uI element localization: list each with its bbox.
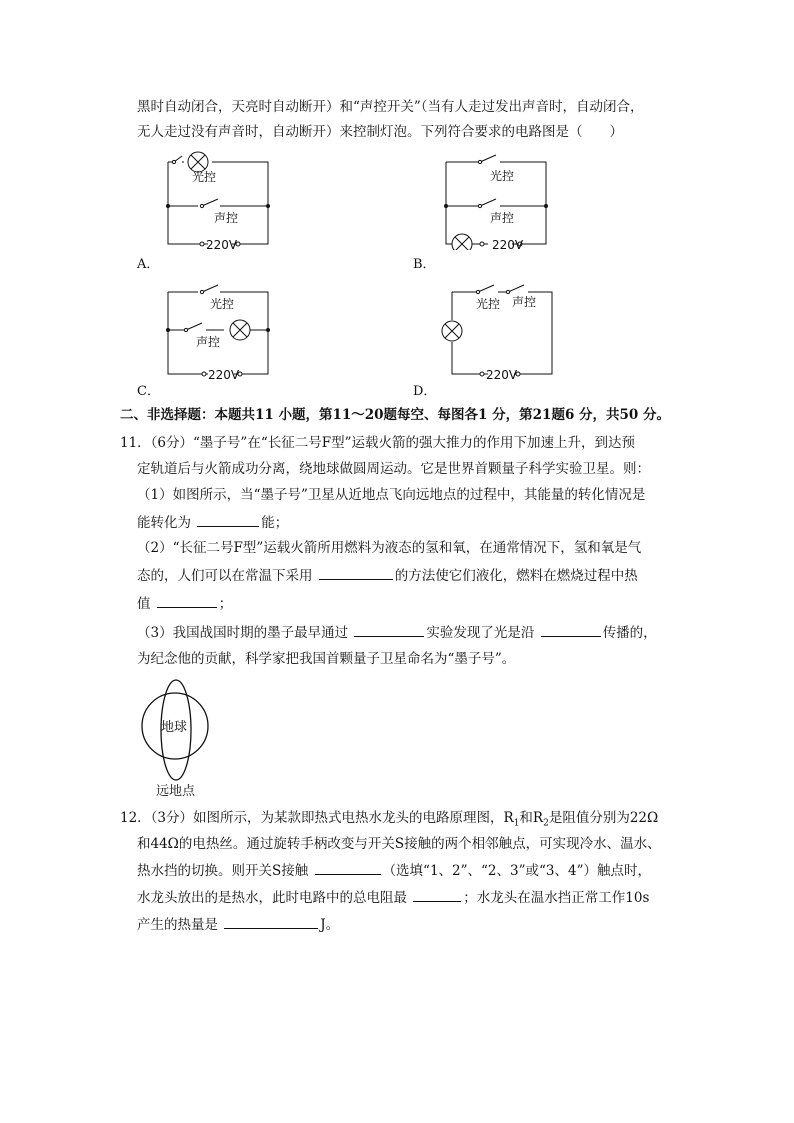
q11-line2: 定轨道后与火箭成功分离，绕地球做圆周运动。它是世界首颗量子科学实验卫星。则： (137, 461, 650, 477)
q11-line9: 为纪念他的贡献，科学家把我国首颗量子卫星命名为“墨子号”。 (137, 651, 516, 667)
q12-line4 (137, 887, 649, 908)
q11-line4 (137, 512, 288, 533)
label-light: 光控 (192, 170, 217, 184)
earth-orbit-diagram (130, 678, 230, 800)
q12-l3a: 热水挡的切换。则开关S接触 (137, 863, 309, 879)
label-voltage: 220V (206, 238, 238, 250)
q11-line7 (137, 593, 232, 614)
bulb-icon (452, 234, 472, 250)
q11-l7a: 值 (137, 596, 151, 612)
option-a[interactable]: A． (137, 257, 160, 272)
q12-l4b: ；水龙头在温水挡正常工作10s (463, 890, 650, 906)
q11-l4a: 能转化为 (137, 515, 191, 531)
q11-line5: （2）“长征二号F型”运载火箭所用燃料为液态的氢和氧，在通常情况下，氢和氧是气 (137, 540, 642, 556)
q11-l6b: 的方法使它们液化，燃料在燃烧过程中热 (394, 568, 638, 584)
q12-l1b: 和R (519, 810, 544, 826)
q12-l5b: J。 (320, 917, 340, 933)
q11-l8c: 传播的， (602, 625, 657, 641)
answer-blank-8[interactable] (224, 914, 318, 929)
r2-subscript: 2 (543, 818, 549, 829)
q11-line8 (137, 622, 657, 643)
q11-l8a: （3）我国战国时期的墨子最早通过 (137, 625, 349, 641)
circuit-a[interactable] (160, 150, 280, 250)
label-sound: 声控 (196, 335, 221, 349)
option-d[interactable]: D． (413, 384, 437, 399)
q11-line3: （1）如图所示，当“墨子号”卫星从近地点飞向远地点的过程中，其能量的转化情况是 (137, 487, 646, 503)
label-voltage: 220V (208, 368, 240, 380)
q10-line2: 无人走过没有声音时，自动断开）来控制灯泡。下列符合要求的电路图是（ ） (137, 124, 623, 140)
answer-blank-3[interactable] (157, 593, 217, 608)
circuit-c[interactable] (160, 280, 280, 380)
answer-blank-5[interactable] (541, 622, 601, 637)
r1-subscript: 1 (513, 818, 520, 829)
q10-line1: 黑时自动闭合，天亮时自动断开）和“声控开关”（当有人走过发出声音时，自动闭合， (137, 99, 644, 115)
circuit-d[interactable] (438, 280, 558, 380)
q12-line1 (120, 808, 658, 834)
section-title: 二、非选择题：本题共11 小题，第11～20题每空、每图各1 分，第21题6 分，共50 分。 (120, 407, 671, 423)
q12-l5a: 产生的热量是 (137, 917, 218, 933)
label-sound: 声控 (214, 211, 239, 225)
q12-l3b: （选填“1、2”、“2、3”或“3、4”）触点时， (382, 863, 651, 879)
label-voltage: 220V (486, 368, 518, 380)
answer-blank-6[interactable] (315, 860, 381, 875)
q12-l1a: 12．（3分）如图所示，为某款即热式电热水龙头的电路原理图，R (120, 810, 514, 826)
q11-line1: 11．（6分）“墨子号”在“长征二号F型”运载火箭的强大推力的作用下加速上升，到达预 (120, 435, 635, 451)
q11-l4b: 能； (261, 515, 289, 531)
option-b[interactable]: B． (413, 257, 436, 272)
label-sound: 声控 (512, 295, 537, 309)
answer-blank-2[interactable] (319, 565, 393, 580)
q12-l4a: 水龙头放出的是热水，此时电路中的总电阻最 (137, 890, 407, 906)
q11-l8b: 实验发现了光是沿 (426, 625, 535, 641)
q12-l1c: 是阻值分别为22Ω (548, 810, 659, 826)
q11-l6a: 态的，人们可以在常温下采用 (137, 568, 313, 584)
label-light: 光控 (490, 169, 515, 183)
q11-line6 (137, 565, 638, 586)
q12-line5 (137, 914, 339, 935)
answer-blank-7[interactable] (413, 887, 461, 902)
answer-blank-1[interactable] (197, 512, 259, 527)
q12-line2: 和44Ω的电热丝。通过旋转手柄改变与开关S接触的两个相邻触点，可实现冷水、温水、 (137, 836, 661, 852)
label-sound: 声控 (490, 211, 515, 225)
option-c[interactable]: C． (137, 384, 160, 399)
earth-label: 地球 (161, 720, 188, 735)
label-voltage: 220V (492, 238, 524, 250)
apogee-label: 远地点 (156, 784, 196, 799)
label-light: 光控 (476, 297, 501, 311)
answer-blank-4[interactable] (354, 622, 424, 637)
label-light: 光控 (210, 297, 235, 311)
circuit-b[interactable] (438, 150, 558, 250)
q11-l7b: ； (218, 596, 233, 612)
q12-line3 (137, 860, 651, 881)
